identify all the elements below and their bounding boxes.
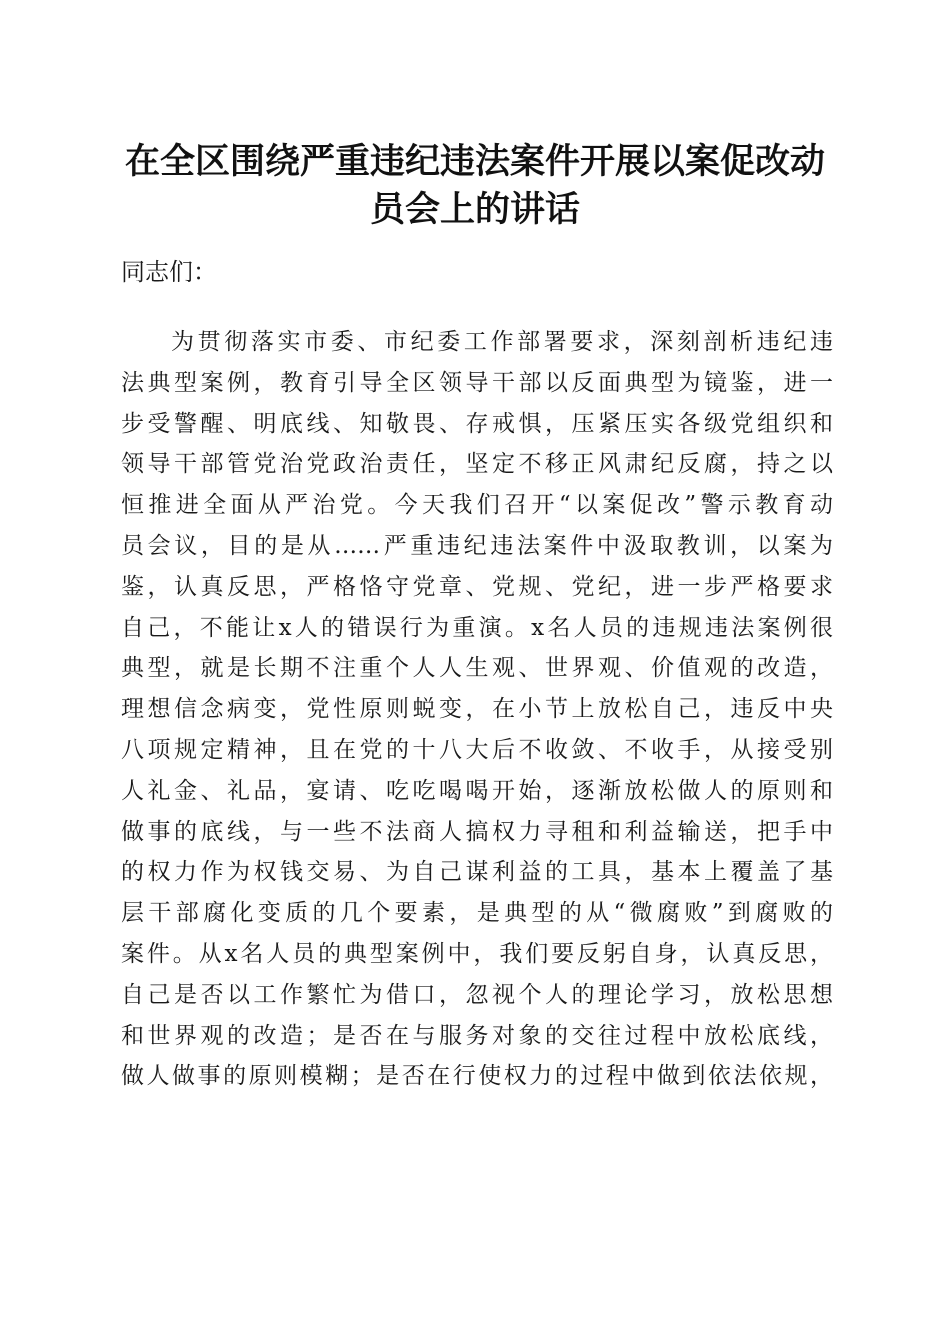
body-line: 法典型案例，教育引导全区领导干部以反面典型为镜鉴，进一	[121, 369, 833, 396]
body-line: 自己，不能让x人的错误行为重演。x名人员的违规违法案例很	[121, 614, 833, 641]
body-line: 员会议，目的是从……严重违纪违法案件中汲取教训，以案为	[121, 532, 833, 559]
body-line: 做人做事的原则模糊；是否在行使权力的过程中做到依法依规，	[121, 1063, 833, 1090]
body-line: 层干部腐化变质的几个要素，是典型的从“微腐败”到腐败的	[121, 900, 833, 927]
body-line: 做事的底线，与一些不法商人搞权力寻租和利益输送，把手中	[121, 818, 833, 845]
body-line: 理想信念病变，党性原则蜕变，在小节上放松自己，违反中央	[121, 696, 833, 723]
salutation: 同志们：	[121, 258, 217, 286]
title-line-1: 在全区围绕严重违纪违法案件开展以案促改动	[124, 141, 825, 182]
body-line: 步受警醒、明底线、知敬畏、存戒惧，压紧压实各级党组织和	[121, 410, 833, 437]
body-line: 人礼金、礼品，宴请、吃吃喝喝开始，逐渐放松做人的原则和	[121, 777, 833, 804]
body-line: 八项规定精神，且在党的十八大后不收敛、不收手，从接受别	[121, 736, 833, 763]
document-title	[100, 138, 850, 234]
body-line: 自己是否以工作繁忙为借口，忽视个人的理论学习，放松思想	[121, 981, 833, 1008]
title-line-2: 员会上的讲话	[369, 189, 580, 230]
body-line: 案件。从x名人员的典型案例中，我们要反躬自身，认真反思，	[121, 940, 833, 967]
body-line: 为贯彻落实市委、市纪委工作部署要求，深刻剖析违纪违	[171, 329, 833, 355]
body-line: 领导干部管党治党政治责任，坚定不移正风肃纪反腐，持之以	[121, 451, 833, 478]
body-line: 的权力作为权钱交易、为自己谋利益的工具，基本上覆盖了基	[121, 859, 833, 886]
body-line: 和世界观的改造；是否在与服务对象的交往过程中放松底线，	[121, 1022, 833, 1049]
body-line: 典型，就是长期不注重个人人生观、世界观、价值观的改造，	[121, 655, 833, 682]
body-line: 恒推进全面从严治党。今天我们召开“以案促改”警示教育动	[121, 492, 833, 519]
body-paragraph	[121, 322, 833, 1097]
body-line: 鉴，认真反思，严格恪守党章、党规、党纪，进一步严格要求	[121, 573, 833, 600]
